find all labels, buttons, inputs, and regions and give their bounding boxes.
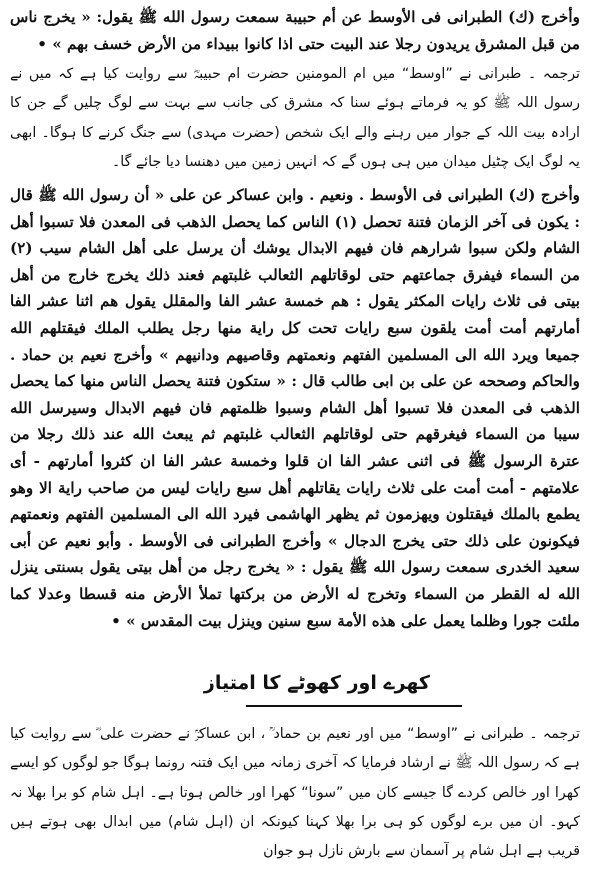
urdu-translation-block-1: ترجمہ ۔ طبرانی نے ”اوسط“ میں ام المومنین حضرت ام حبیبہؓ سے روایت کیا ہے کہ میں نے رسول اللہ ﷺ کو یہ فرماتے ہوئے سنا کہ مشرق کی جانب سے بہت سے لوگ چلیں گے جن کا ارادہ بیت اللہ کے جوار میں رہنے والے ایک شخص (حضرت مہدی) سے جنگ کرنے کا ہوگا۔ ابھی یہ لوگ ایک چٹیل میدان میں ہی ہوں گے کہ انہیں زمین میں دھنسا دیا جائے گا۔ (10, 66, 580, 170)
arabic-hadith-block-1: وأخرج (ك) الطبرانی فی الأوسط عن أم حبیبة سمعت رسول الله ﷺ يقول: « يخرج ناس من قبل المشرق يريدون رجلا عند البيت حتى اذا كانوا ببيداء من الأرض خسف بهم » • (10, 8, 580, 53)
section-heading-row (10, 662, 580, 720)
section-heading: کھرے اور کھوٹے کا امتیاز (203, 672, 430, 694)
arabic-hadith-block-2: وأخرج (ك) الطبرانی فی الأوسط . ونعیم . وابن عساکر عن علی « أن رسول الله ﷺ قال : يكون فى آخر الزمان فتنة تحصل (١) الناس كما يحصل الذهب فى المعدن فلا تسبوا أهل الشام ولكن سبوا شرارهم فان فيهم الابدال يوشك أن يرسل على أهل الشام سيب (٢) من السماء فيفرق جماعتهم حتى لوقاتلهم الثعالب غلبتهم فعند ذلك يخرج خارج من أهل بيتى فى ثلاث رايات المكثر يقول : هم خمسة عشر الفا والمقلل يقول هم اثنا عشر الفا أمارتهم أمت أمت يلقون سبع رايات تحت كل راية منها رجل يطلب الملك فيقتلهم الله جميعا ويرد الله الى المسلمين الفتهم ونعمتهم وقاصيهم ودانيهم » وأخرج نعيم بن حماد . والحاكم وصححه عن علی بن ابی طالب قال : « ستكون فتنة يحصل الناس منها كما يحصل الذهب فى المعدن فلا تسبوا أهل الشام وسبوا ظلمتهم فان فيهم الابدال وسيرسل الله سيبا من السماء فيغرقهم حتى لوقاتلهم الثعالب غلبتهم ثم يبعث الله عند ذلك رجلا من عترة الرسول ﷺ فى اثنى عشر الفا ان قلوا وخمسة عشر الفا ان كثروا أمارتهم - أى علامتهم - أمت أمت على ثلاث رايات يقاتلهم أهل سبع رايات ليس من صاحب راية الا وهو يطمع بالملك فيقتلون ويهزمون ثم يظهر الهاشمى فيرد الله الى المسلمين الفتهم ونعمتهم فيكونون على ذلك حتى يخرج الدجال » وأخرج الطبرانی فی الأوسط . وأبو نعيم عن أبى سعيد الخدرى سمعت رسول الله ﷺ يقول : « يخرج رجل من أهل بيتى يقول بسنتى ينزل الله له القطر من السماء وتخرج له الأرض من بركتها تملأ الأرض منه قسطا وعدلا كما ملئت جورا وظلما يعمل على هذه الأمة سبع سنين وينزل بيت المقدس » • (10, 186, 580, 630)
urdu-translation-block-2: ترجمہ ۔ طبرانی نے ”اوسط“ میں اور نعیم بن حماد ؒ ، ابن عساکرؒ نے حضرت علی ؓ سے روایت کیا ہے کہ رسول اللہ ﷺ نے ارشاد فرمایا کہ آخری زمانہ میں ایک فتنہ رونما ہوگا جو لوگوں کو ایسے کھرا اور خالص کردے گا جیسے کان میں ”سونا“ کھرا اور خالص ہوتا ہے۔ اہل شام کو برا بھلا نہ کہو۔ ان میں برے لوگوں کو ہی برا بھلا کہنا کیونکہ ان (اہل شام) میں ابدال بھی ہوتے ہیں قریب ہے اہل شام پر آسمان سے بارش نازل ہو جوان (10, 726, 580, 860)
heading-underline (246, 705, 462, 707)
